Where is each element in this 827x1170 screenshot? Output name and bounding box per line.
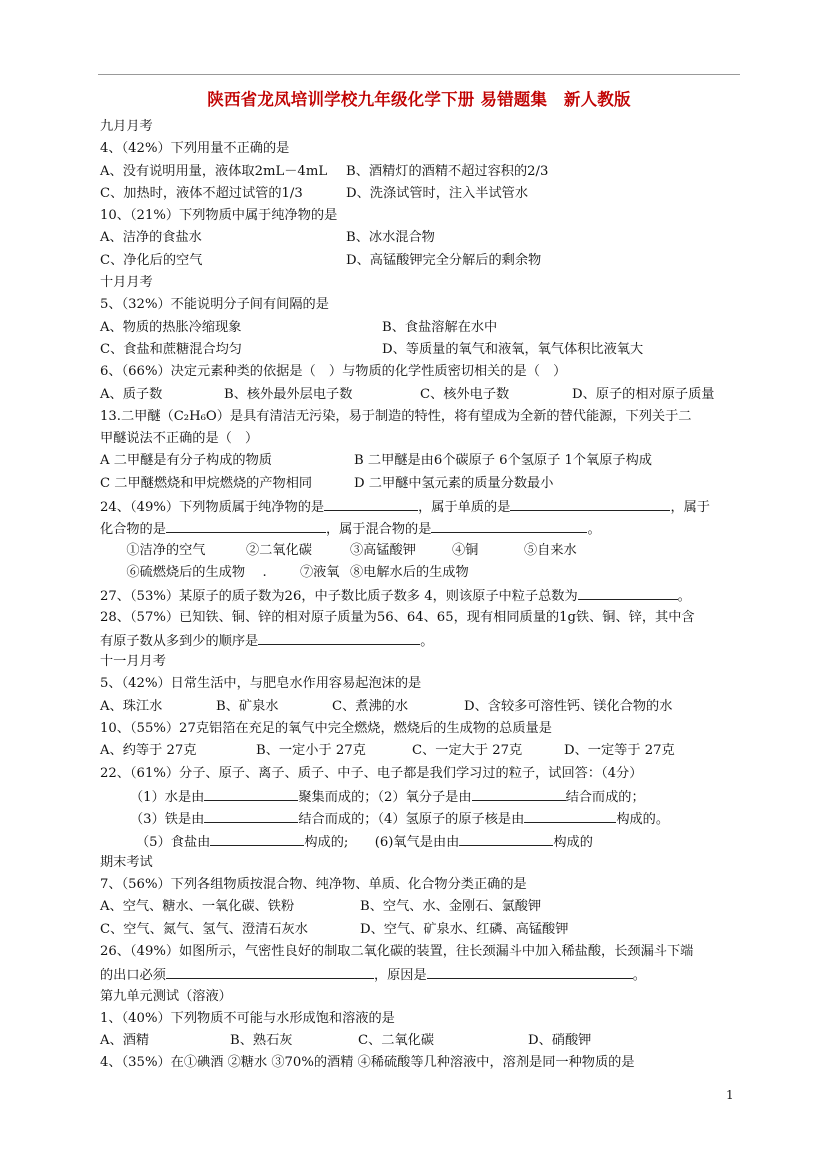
answer-blank[interactable]	[510, 495, 670, 511]
option: D、洗涤试管时，注入半试管水	[346, 185, 529, 201]
question-text: 5、（42%）日常生活中，与肥皂水作用容易起泡沫的是	[100, 676, 422, 692]
option: D、等质量的氧气和液氧，氧气体积比液氧大	[382, 341, 644, 357]
fill-in-question	[100, 963, 740, 985]
option: A、物质的热胀冷缩现象	[100, 319, 242, 335]
option: ①洁净的空气	[100, 542, 206, 558]
question-text-fragment: 。	[677, 589, 691, 605]
question-text-fragment: （1）水是由	[130, 789, 205, 805]
option: A、没有说明用量，液体取2mL－4mL	[100, 163, 328, 179]
option: A、约等于 27克	[100, 743, 197, 759]
question-text: 10、（55%）27克铝箔在充足的氧气中完全燃烧，燃烧后的生成物的总质量是	[100, 721, 552, 737]
question-text: 6、（66%）决定元素种类的依据是（ ）与物质的化学性质密切相关的是（ ）	[100, 364, 567, 380]
question-text-fragment: 结合而成的；	[565, 789, 645, 805]
question-text-fragment: （5）食盐由	[136, 834, 211, 850]
option: ⑤自来水	[524, 542, 577, 558]
option: B、一定小于 27克	[256, 743, 366, 759]
fill-in-question	[100, 629, 740, 651]
option: B、冰水混合物	[346, 230, 435, 246]
option: D、原子的相对原子质量	[572, 386, 715, 402]
section-heading: 十月月考	[100, 275, 153, 291]
option: B、矿泉水	[216, 698, 279, 714]
document-title: 陕西省龙凤培训学校九年级化学下册 易错题集 新人教版	[207, 90, 631, 109]
question-text-fragment: 有原子数从多到少的顺序是	[100, 633, 259, 649]
answer-blank[interactable]	[204, 807, 298, 823]
option: A、质子数	[100, 386, 163, 402]
option: A、洁净的食盐水	[100, 230, 202, 246]
answer-blank[interactable]	[431, 517, 587, 533]
question-text-fragment: 聚集而成的；（2）氧分子是由	[298, 789, 472, 805]
question-text-fragment: 的出口必须	[100, 968, 166, 984]
option: D、高锰酸钾完全分解后的剩余物	[346, 252, 542, 268]
fill-in-question	[100, 830, 740, 852]
question-text-fragment: ，属于	[670, 500, 710, 516]
option: C、煮沸的水	[332, 698, 409, 714]
question-text-fragment: 化合物的是	[100, 522, 166, 538]
question-text-fragment: 构成的; (6)氧气是由由	[304, 834, 460, 850]
question-text: 10、（21%）下列物质中属于纯净物的是	[100, 208, 338, 224]
answer-options	[100, 161, 740, 183]
question-text-fragment: 。	[587, 522, 601, 538]
section-heading: 第九单元测试（溶液）	[100, 988, 232, 1004]
answer-blank[interactable]	[258, 629, 420, 645]
answer-options	[100, 227, 740, 249]
answer-blank[interactable]	[204, 785, 298, 801]
option: C、空气、氮气、氢气、澄清石灰水	[100, 921, 308, 937]
question-text-fragment: （3）铁是由	[130, 812, 205, 828]
answer-blank[interactable]	[472, 785, 566, 801]
section-heading: 九月月考	[100, 119, 153, 134]
option: C、二氧化碳	[358, 1033, 435, 1049]
fill-in-question	[100, 807, 740, 829]
option: ⑦液氧	[300, 564, 340, 580]
question-text: 1、（40%）下列物质不可能与水形成饱和溶液的是	[100, 1010, 395, 1026]
option: B、核外最外层电子数	[224, 386, 353, 402]
question-text: 22、（61%）分子、原子、离子、质子、中子、电子都是我们学习过的粒子，试回答：（4分）	[100, 765, 643, 781]
option: A、空气、糖水、一氧化碳、铁粉	[100, 899, 295, 915]
answer-blank[interactable]	[459, 830, 553, 846]
answer-options	[100, 562, 740, 584]
question-text-fragment: 。	[420, 633, 434, 649]
fill-in-question	[100, 517, 740, 539]
fill-in-question	[100, 495, 740, 517]
question-text-fragment: ，原因是	[373, 968, 427, 984]
option: D、含较多可溶性钙、镁化合物的水	[464, 698, 673, 714]
option: ④铜	[452, 542, 479, 558]
answer-options	[100, 540, 740, 562]
question-text: 26、（49%）如图所示，气密性良好的制取二氧化碳的装置，往长颈漏斗中加入稀盐酸，长颈漏斗下端	[100, 943, 694, 959]
answer-blank[interactable]	[166, 517, 326, 533]
question-text: 甲醚说法不正确的是（ ）	[100, 431, 259, 447]
section-heading: 十一月月考	[100, 654, 166, 670]
option: ③高锰酸钾	[350, 542, 416, 558]
option: A 二甲醚是有分子构成的物质	[100, 453, 272, 469]
header-rule	[98, 74, 740, 75]
option: ②二氧化碳	[246, 542, 312, 558]
question-text-fragment: 构成的	[553, 834, 593, 850]
question-text-fragment: 。	[632, 968, 646, 984]
answer-options	[100, 740, 740, 762]
answer-options	[100, 473, 740, 495]
answer-options	[100, 250, 740, 272]
answer-options	[100, 384, 740, 406]
answer-blank[interactable]	[166, 963, 374, 979]
answer-blank[interactable]	[578, 584, 678, 600]
question-text: 5、（32%）不能说明分子间有间隔的是	[100, 297, 329, 313]
option: B、食盐溶解在水中	[382, 319, 498, 335]
option: D、硝酸钾	[528, 1033, 592, 1049]
question-text-fragment: ，属于单质的是	[418, 500, 511, 516]
answer-blank[interactable]	[324, 495, 418, 511]
fill-in-question	[100, 785, 740, 807]
option: D、一定等于 27克	[564, 743, 675, 759]
fill-in-question	[100, 584, 740, 606]
question-text-fragment: 27、（53%）某原子的质子数为26，中子数比质子数多 4，则该原子中粒子总数为	[100, 589, 578, 605]
answer-blank[interactable]	[210, 830, 304, 846]
answer-options	[100, 896, 740, 918]
section-heading: 期末考试	[100, 854, 153, 870]
option: B、酒精灯的酒精不超过容积的2/3	[346, 163, 549, 179]
question-text-fragment: 结合而成的；（4）氢原子的原子核是由	[298, 812, 525, 828]
option: D 二甲醚中氢元素的质量分数最小	[354, 475, 554, 491]
option: C 二甲醚燃烧和甲烷燃烧的产物相同	[100, 475, 313, 491]
question-text: 7、（56%）下列各组物质按混合物、纯净物、单质、化合物分类正确的是	[100, 877, 527, 893]
question-text: 28、（57%）已知铁、铜、锌的相对原子质量为56、64、65，现有相同质量的1g铁、铜、锌，其中含	[100, 609, 695, 625]
question-text: 4、（35%）在①碘酒 ②糖水 ③70%的酒精 ④稀硫酸等几种溶液中，溶剂是同一种物质的是	[100, 1055, 635, 1071]
answer-options	[100, 919, 740, 941]
option: D、空气、矿泉水、红磷、高锰酸钾	[360, 921, 569, 937]
answer-options	[100, 1030, 740, 1052]
question-text: 4、（42%）下列用量不正确的是	[100, 141, 290, 157]
option: C、加热时，液体不超过试管的1/3	[100, 185, 303, 201]
question-list	[100, 116, 740, 1075]
option: C、一定大于 27克	[412, 743, 523, 759]
answer-blank[interactable]	[427, 963, 633, 979]
answer-options	[100, 696, 740, 718]
question-text: 13.二甲醚（C₂H₆O）是具有清洁无污染，易于制造的特性，将有望成为全新的替代能源，下列关于二	[100, 408, 692, 424]
question-text-fragment: 构成的。	[616, 812, 670, 828]
answer-blank[interactable]	[524, 807, 616, 823]
answer-options	[100, 450, 740, 472]
option: C、净化后的空气	[100, 252, 203, 268]
option: C、食盐和蔗糖混合均匀	[100, 341, 242, 357]
option: ⑥硫燃烧后的生成物 .	[100, 564, 267, 580]
page-number: 1	[726, 1088, 734, 1102]
answer-options	[100, 339, 740, 361]
answer-options	[100, 317, 740, 339]
option: B、空气、水、金刚石、氯酸钾	[360, 899, 542, 915]
option: B 二甲醚是由6个碳原子 6个氢原子 1个氧原子构成	[354, 453, 652, 469]
option: ⑧电解水后的生成物	[350, 564, 469, 580]
option: A、酒精	[100, 1033, 150, 1049]
question-text-fragment: 24、（49%）下列物质属于纯净物的是	[100, 500, 325, 516]
option: B、熟石灰	[230, 1033, 293, 1049]
option: A、珠江水	[100, 698, 163, 714]
answer-options	[100, 183, 740, 205]
option: C、核外电子数	[420, 386, 510, 402]
question-text-fragment: ，属于混合物的是	[325, 522, 432, 538]
